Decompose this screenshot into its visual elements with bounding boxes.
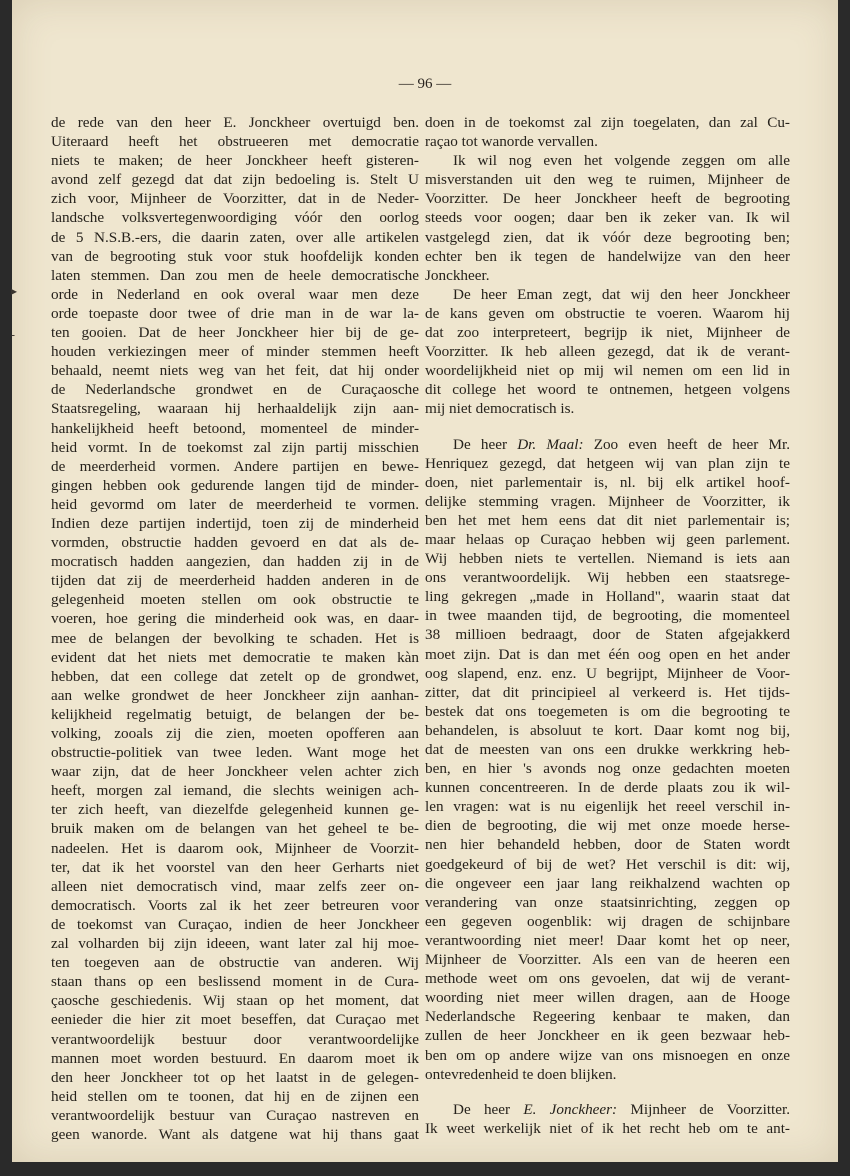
text-line: zich voor, Mijnheer de Voorzitter, dat in de Neder-	[51, 190, 419, 208]
text-line: zal volharden bij zijn ideeen, want later zal hij moe-	[51, 935, 419, 953]
text-line: len vragen: wat is nu eigenlijk het reeel verschil in-	[425, 798, 790, 816]
text-line: obstructie-politiek van twee leden. Want moge het	[51, 744, 419, 762]
speaker-name-jonckheer: E. Jonckheer:	[523, 1100, 618, 1118]
text-line: Staatsregeling, waaraan hij herhaaldelijk zijn aan-	[51, 400, 419, 418]
text-line: Ik wil nog even het volgende zeggen om alle	[453, 152, 790, 170]
text-line: de toekomst van Curaçao, indien de heer Jonckheer	[51, 915, 419, 933]
text-line: de kans geven om obstructie te voeren. Waarom hij	[425, 304, 790, 322]
text-line: verantwoordelijk bestuur door verantwoordelijke	[51, 1030, 419, 1048]
text-line: dit college het woord te ontnemen, hetgeen volgens	[425, 381, 790, 399]
text-line: ten toegeven aan de obstructie van anderen. Wij	[51, 954, 419, 972]
text-line: ontevredenheid te doen blijken.	[425, 1065, 617, 1083]
page-number: — 96 —	[398, 76, 452, 92]
text-line: Uiteraard heeft het obstrueeren met democratie	[51, 133, 419, 151]
text-line: geen wanorde. Want als datgene wat hij thans gaat	[51, 1125, 419, 1143]
text-line: behandelen, is absoluut te kort. Daar komt nog bij,	[425, 721, 790, 739]
text-line: dat de meesten van ons een drukke werkkring heb-	[425, 741, 790, 758]
text-line: alleen niet democratisch vind, maar zelfs zeer on-	[51, 877, 419, 895]
text-line: 38 millioen bedraagt, door de Staten afgejakkerd	[425, 626, 790, 644]
text-line: vormden, obstructie hadden gevoerd en dat als de-	[51, 534, 419, 552]
text-line: van de begrooting stuk voor stuk hoofdelijk konden	[51, 247, 419, 265]
text-line: die ongeveer een jaar lang reikhalzend wachten op	[425, 874, 790, 892]
text-line: woordelijkheid niet op mij wil nemen om een lid in	[425, 362, 790, 380]
text-line: maar helaas op Curaçao hebben wij geen parlement.	[425, 530, 790, 548]
text-line: kunnen concentreeren. In de derde plaats zou ik wil-	[425, 779, 790, 797]
text-line: hebben, dat een college dat zetelt op de grondwet,	[51, 667, 419, 685]
text-line: verantwoording niet meer! Daar komt het op neer,	[425, 931, 790, 949]
text-line: ling gekregen „made in Holland", waarin staat dat	[425, 588, 790, 606]
text-line: avond zelf gezegd dat dat zijn bedoeling is. Stelt U	[51, 171, 419, 189]
text-line: zitter, dat dit principieel al verkeerd is. Het tijds-	[425, 683, 790, 701]
text-line: heeft, morgen zal iemand, die slechts weinigen ach-	[51, 782, 419, 800]
text-line: Nederlandsche Regeering kenbaar te maken, dan	[425, 1008, 790, 1026]
text-line: evident dat het niets met democratie te maken kàn	[51, 648, 419, 666]
text-line: de rede van den heer E. Jonckheer overtuigd ben.	[51, 114, 419, 131]
text-line: niets te maken; de heer Jonckheer heeft gisteren-	[51, 152, 419, 170]
text-line: delijke stemming vragen. Mijnheer de Voorzitter, ik	[425, 492, 790, 510]
text-line: aan welke grondwet de heer Jonckheer zijn aanhan-	[51, 686, 419, 704]
text-line: ons verantwoordelijk. Wij hebben een staatsrege-	[425, 569, 790, 587]
text-line: çaosche geschiedenis. Wij staan op het moment, dat	[51, 992, 419, 1010]
text-line: heid vormt. In de toekomst zal zijn partij misschien	[51, 438, 419, 456]
speaker-name-maal: Dr. Maal:	[517, 435, 584, 453]
text-line: misverstanden uit den weg te ruimen, Mijnheer de	[425, 171, 790, 189]
text-line: goedgekeurd of bij de wet? Het verschil is dit: wij,	[425, 855, 790, 873]
text-line: houden verkiezingen meer of minder stemmen heeft	[51, 343, 419, 361]
text-line: een gegeven oogenblik: wij dragen de schijnbare	[425, 912, 790, 930]
margin-mark: -	[11, 328, 16, 342]
speaker-prefix: De heer	[453, 435, 508, 453]
text-line: de Nederlandsche grondwet en de Curaçaosche	[51, 381, 419, 399]
jonckheer-intro-line	[425, 1100, 790, 1119]
text-line: heid stellen om te toonen, dat hij en de zijnen een	[51, 1087, 419, 1105]
text-line: raçao tot wanorde vervallen.	[425, 133, 598, 151]
text-line: woording niet meer willen dragen, aan de Hooge	[425, 989, 790, 1007]
text-line: verantwoordelijk bestuur van Curaçao nastreven en	[51, 1106, 419, 1124]
text-line: Voorzitter. De heer Jonckheer heeft de begrooting	[425, 190, 790, 208]
text-line: steeds voor oogen; daar ben ik zeker van. Ik wil	[425, 209, 790, 227]
text-line: democratisch. Voorts zal ik het zeer betreuren voor	[51, 896, 419, 914]
text-line: gelegenheid moeten stellen om ook obstructie te	[51, 591, 419, 609]
right-column	[425, 113, 790, 1138]
text-line: bestek dat ons toegemeten is om die begrooting te	[425, 702, 790, 720]
text-line: landsche volksvertegenwoordiging vóór den oorlog	[51, 209, 419, 227]
text-line: Mijnheer de Voorzitter. Als een van de heeren een	[425, 951, 790, 969]
text-line: Voorzitter. Ik heb alleen gezegd, dat ik de verant-	[425, 343, 790, 361]
paragraph-misverstanden	[425, 151, 790, 285]
text-line: ter, dat ik het voorstel van den heer Gerharts niet	[51, 858, 419, 876]
jonckheer-second-line: Ik weet werkelijk niet of ik het recht heb om te ant-	[425, 1119, 790, 1137]
paragraph-continuation	[425, 113, 790, 151]
text-line: Henriquez gezegd, dat hetgeen wij van plan zijn te	[425, 454, 790, 472]
paragraph-maal	[425, 454, 790, 1084]
text-line: moet zijn. Dat is dan met één oog open en het ander	[425, 645, 790, 663]
text-line: de 5 N.S.B.-ers, die daarin zaten, over alle artikelen	[51, 228, 419, 246]
text-line: bruik maken om de belangen van het geheel te be-	[51, 820, 419, 838]
page-sheet	[12, 0, 838, 1162]
text-line: staan thans op een beslissend moment in de Cura-	[51, 973, 419, 991]
text-line: echter ben ik tegen de handelwijze van den heer	[425, 247, 790, 265]
text-line: zullen de heer Jonckheer en ik geen bezwaar heb-	[425, 1027, 790, 1045]
text-line: in twee maanden tijd, de begrooting, die momenteel	[425, 607, 790, 625]
text-line: nadeelen. Het is daarom ook, Mijnheer de Voorzit-	[51, 839, 419, 857]
text-line: kelijkheid regelmatig betuigt, de belangen der be-	[51, 705, 419, 723]
text-line: ben, en hier 's avonds nog onze gedachten moeten	[425, 760, 790, 778]
text-line: mij niet democratisch is.	[425, 400, 575, 418]
text-line: de meerderheid vormen. Andere partijen en bewe-	[51, 457, 419, 475]
paragraph-gap	[425, 1084, 790, 1100]
text-line: Indien deze partijen indertijd, toen zij de minderheid	[51, 514, 419, 532]
text-line: hankelijkheid heeft betoond, momenteel de minder-	[51, 419, 419, 437]
text-line: den heer Jonckheer tot op het laatst in de gelegen-	[51, 1068, 419, 1086]
text-line: vastgelegd zien, dat ik vóór deze begrooting ben;	[425, 228, 790, 246]
text-line: doen, niet parlementair is, nl. bij elk artikel hoof-	[425, 473, 790, 491]
text-line: ben om op andere wijze van ons misnoegen en onze	[425, 1046, 790, 1064]
jonckheer-first-words: Mijnheer de Voorzitter.	[630, 1100, 791, 1118]
text-line: verandering van onze staatsinrichting, zeggen op	[425, 893, 790, 911]
text-line: Wij hebben niets te vertellen. Niemand is iets aan	[425, 550, 790, 568]
text-line: mannen moet worden bestuurd. En daarom moet ik	[51, 1049, 419, 1067]
text-line: heid gevormd om later de meerderheid te vormen.	[51, 495, 419, 513]
maal-intro-line	[425, 435, 790, 454]
text-line: methode weet om ons gevoelen, dat wij de verant-	[425, 970, 790, 988]
text-line: laten stemmen. Dan zou men de heele democratische	[51, 266, 419, 284]
text-line: orde in Nederland en ook overal waar men deze	[51, 285, 419, 303]
speaker-prefix: De heer	[453, 1100, 511, 1118]
text-line: waar zijn, dat de heer Jonckheer velen achter zich	[51, 763, 419, 781]
left-column	[51, 113, 419, 1144]
margin-mark: ▸	[11, 284, 18, 298]
text-line: ter zich heeft, van diezelfde gelegenheid kunnen ge-	[51, 801, 419, 819]
text-line: dien de begrooting, die wij met onze moede herse-	[425, 817, 790, 835]
text-line: ben het met hem eens dat dit niet parlementair is;	[425, 511, 790, 529]
text-line: Jonckheer.	[425, 266, 490, 284]
text-line: De heer Eman zegt, dat wij den heer Jonckheer	[453, 285, 790, 303]
text-line: gingen hebben ook gedurende langen tijd de minder-	[51, 476, 419, 494]
text-line: tijden dat zij de meerderheid hadden anderen in de	[51, 572, 419, 590]
paragraph-gap	[425, 419, 790, 435]
paragraph-eman	[425, 285, 790, 419]
text-line: nen hier behandeld hebben, door de Staten wordt	[425, 836, 790, 854]
text-line: mocratisch hadden aangezien, dan hadden zij in de	[51, 553, 419, 571]
maal-first-words: Zoo even heeft de heer Mr.	[593, 435, 791, 453]
text-line: voeren, hoe gering die minderheid ook was, en daar-	[51, 610, 419, 628]
text-line: eenieder die hier zit moet beseffen, dat Curaçao met	[51, 1011, 419, 1029]
text-line: orde toepaste door twee of drie man in de war la-	[51, 304, 419, 322]
text-line: mee de belangen der bevolking te schaden. Het is	[51, 629, 419, 647]
text-line: doen in de toekomst zal zijn toegelaten, dan zal Cu-	[425, 114, 790, 131]
text-line: oog slapend, enz. enz. U begrijpt, Mijnheer de Voor-	[425, 664, 790, 682]
text-line: dat zoo interpreteert, begrijp ik niet, Mijnheer de	[425, 324, 790, 342]
text-line: volking, zooals zij die zien, moeten opofferen aan	[51, 725, 419, 742]
text-line: ten gooien. Dat de heer Jonckheer hier bij de ge-	[51, 324, 419, 342]
text-line: behaald, neemt niets weg van het feit, dat hij onder	[51, 362, 419, 380]
